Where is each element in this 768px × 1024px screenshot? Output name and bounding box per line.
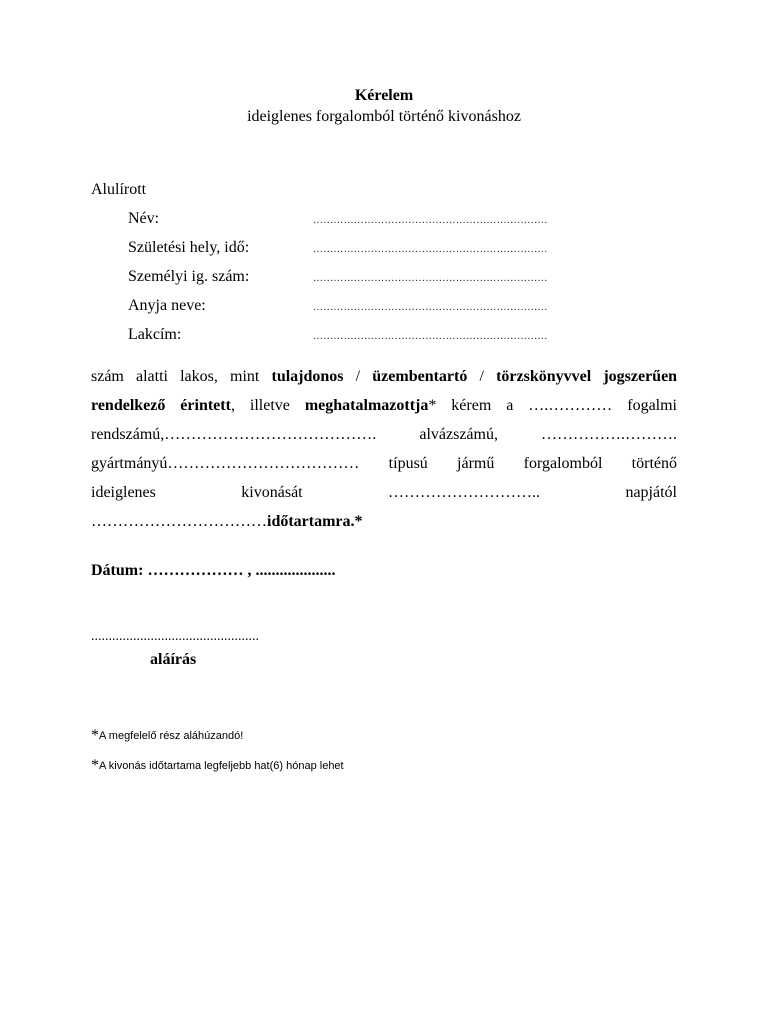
role-separator-1: / (355, 368, 361, 385)
footnote-1-text: A megfelelő rész aláhúzandó! (99, 730, 244, 742)
paragraph-line-2 (91, 391, 677, 420)
field-row-name (128, 210, 628, 239)
field-blank-address: …………………………………………………………… (313, 331, 548, 342)
paragraph-line-3: rendszámú,…………………………………. alvázszámú, …………….………. (91, 426, 677, 443)
form-subtitle: ideiglenes forgalomból történő kivonáshoz (247, 108, 521, 125)
role-separator-2: / (479, 368, 484, 385)
paragraph-line-1 (91, 362, 677, 391)
field-blank-name: …………………………………………………………… (313, 215, 548, 226)
field-label-id-number: Személyi ig. szám: (128, 268, 250, 285)
plate-request-text: * kérem a ….………… fogalmi (428, 397, 678, 414)
role-operator: üzembentartó (372, 368, 468, 385)
field-blank-id-number: …………………………………………………………… (313, 273, 548, 284)
date-label: Dátum: (91, 562, 144, 579)
date-line (91, 562, 335, 580)
role-affected: rendelkező érintett (91, 397, 231, 414)
field-label-address: Lakcím: (128, 326, 182, 343)
footnote-2 (91, 759, 344, 773)
intro-text: Alulírott (91, 181, 147, 198)
paragraph-line-6 (91, 507, 677, 536)
paragraph-line-4: gyártmányú……………………………… típusú jármű forgalomból történő (91, 455, 677, 472)
personal-data-fields (128, 210, 628, 355)
field-row-id-number (128, 268, 628, 297)
duration-text: időtartamra.* (267, 513, 363, 530)
form-title: Kérelem (354, 87, 414, 104)
field-blank-mother-name: …………………………………………………………… (313, 302, 548, 313)
footnote-2-text: A kivonás időtartama legfeljebb hat(6) hónap lehet (99, 760, 344, 772)
field-label-birth: Születési hely, idő: (128, 239, 250, 256)
or-text: , illetve (230, 397, 290, 414)
field-label-name: Név: (128, 210, 160, 227)
role-owner: tulajdonos (271, 368, 344, 385)
field-row-address (128, 326, 628, 355)
footnote-1 (91, 729, 243, 743)
field-row-birth (128, 239, 628, 268)
date-blank: ……………… , .................... (147, 562, 336, 579)
field-row-mother-name (128, 297, 628, 326)
role-registered: törzskönyvvel jogszerűen (496, 368, 678, 385)
signature-label: aláírás (150, 651, 197, 668)
field-blank-birth: …………………………………………………………… (313, 244, 548, 255)
footnote-2-star: * (91, 757, 99, 774)
duration-dots: …………………………… (91, 513, 267, 530)
resident-text: szám alatti lakos, mint (91, 368, 260, 385)
footnote-1-star: * (91, 727, 99, 744)
field-label-mother-name: Anyja neve: (128, 297, 206, 314)
request-paragraph (91, 362, 677, 536)
signature-line: ................................................ (91, 629, 259, 644)
paragraph-line-5: ideiglenes kivonását ……………………….. napjától (91, 484, 677, 501)
role-authorized: meghatalmazottja (304, 397, 429, 414)
